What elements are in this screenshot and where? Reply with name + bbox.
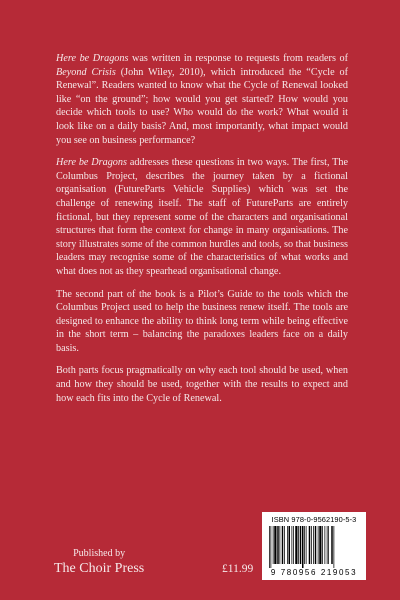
publisher-name: The Choir Press xyxy=(54,561,145,576)
barcode-bar xyxy=(309,526,311,564)
barcode-bar xyxy=(269,526,270,568)
paragraph-text: Both parts focus pragmatically on why each tool should be used, when and how they should be used, together with the results to expect and how each fits into the Cycle of Renewal. xyxy=(56,365,348,404)
barcode-bar xyxy=(302,526,304,568)
barcode-bar xyxy=(327,526,328,564)
barcode-bar xyxy=(271,526,272,568)
isbn-label: ISBN 978-0-9562190-5-3 xyxy=(271,515,357,524)
barcode-bar xyxy=(280,526,281,564)
barcode-bar xyxy=(274,526,276,564)
paragraph-text: (John Wiley, 2010), which introduced the “Cycle of Renewal”. Readers wanted to know what the Cycle of Renewal looked like “on the ground”; how would you get started? How would you decide which tools to use? Who would do the work? What would it look like on a daily basis? And, most importantly, what impact would you see on business performance? xyxy=(56,66,348,146)
barcode-bar xyxy=(292,526,293,564)
barcode-bar xyxy=(318,526,319,564)
italic-title-text: Beyond Crisis xyxy=(56,66,116,78)
barcode-bar xyxy=(300,526,302,564)
barcode-bar xyxy=(277,526,279,564)
blurb-text xyxy=(56,52,348,414)
blurb-paragraph xyxy=(56,52,348,147)
blurb-paragraph xyxy=(56,288,348,356)
barcode-bar xyxy=(328,526,329,564)
barcode-bar xyxy=(295,526,297,564)
barcode-bar xyxy=(306,526,307,564)
barcode-bar xyxy=(284,526,285,564)
italic-title-text: Here be Dragons xyxy=(56,53,129,64)
barcode-bar xyxy=(273,526,274,564)
barcode-digits: 9 780956 219053 xyxy=(270,568,358,577)
barcode-bar xyxy=(282,526,284,564)
barcode-bars xyxy=(268,526,360,568)
isbn-barcode xyxy=(262,512,366,580)
barcode-bar xyxy=(334,526,335,568)
paragraph-text: addresses these questions in two ways. The first, The Columbus Project, describes the journey taken by a fictional organisation (FutureParts Vehicle Supplies) which was set the challenge of renewing itself. The staff of FutureParts are entirely fictional, but they represent some of the characters and organisational structures that form the context for change in many organisations. The story illustrates some of the common hurdles and tools, so that business leaders may recognise some of the characteristics of what works and what does not as they spearhead organisational change. xyxy=(56,157,349,277)
published-by-label: Published by xyxy=(73,548,126,559)
barcode-bar xyxy=(289,526,291,564)
barcode-bar xyxy=(319,526,321,564)
italic-title-text: Here be Dragons xyxy=(56,157,127,169)
barcode-bar xyxy=(311,526,312,564)
barcode-bar xyxy=(315,526,317,564)
barcode-bar xyxy=(322,526,323,564)
blurb-paragraph xyxy=(56,364,348,405)
barcode-bar xyxy=(325,526,326,564)
price: £11.99 xyxy=(222,563,254,575)
barcode-bar xyxy=(313,526,314,564)
barcode-bar xyxy=(298,526,299,564)
blurb-paragraph xyxy=(56,156,348,278)
barcode-bar xyxy=(304,526,305,564)
barcode-bar xyxy=(287,526,288,564)
barcode-bar xyxy=(293,526,294,564)
publisher-block xyxy=(54,548,144,577)
barcode-bar xyxy=(331,526,333,564)
paragraph-text: The second part of the book is a Pilot’s Guide to the tools which the Columbus Project used to help the business renew itself. The tools are designed to enhance the ability to think long term while being effective in the short term – balancing the paradoxes leaders face on a daily basis. xyxy=(56,288,348,354)
paragraph-text: was written in response to requests from readers of xyxy=(128,53,348,64)
